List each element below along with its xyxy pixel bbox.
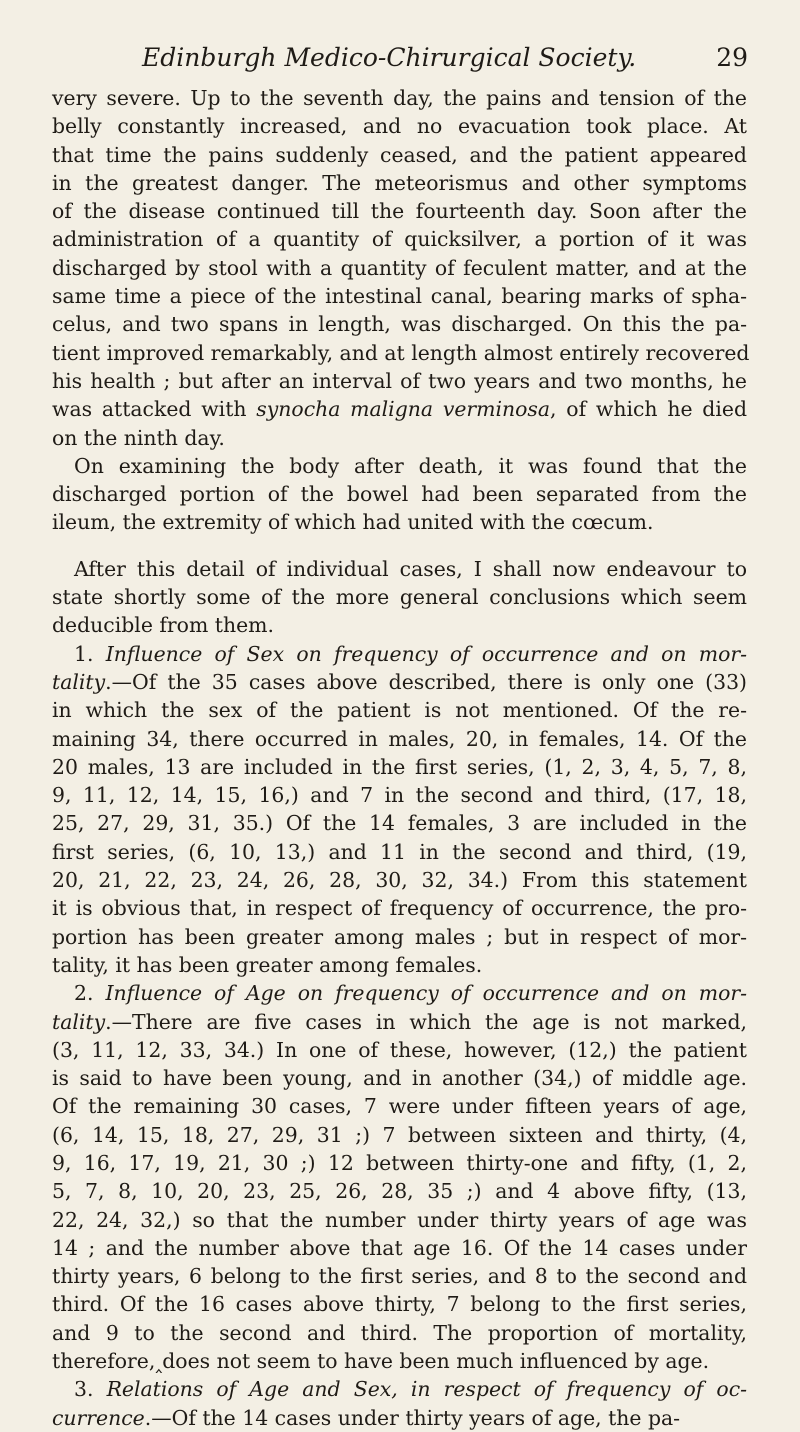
text-line: state shortly some of the more general conclusions which seem	[52, 585, 747, 610]
italic-heading: tality	[52, 1009, 106, 1034]
text-line: discharged by stool with a quantity of feculent matter, and at the	[52, 255, 747, 280]
text-line	[52, 395, 747, 423]
text-line	[52, 1008, 747, 1036]
line-text: 2.	[74, 981, 106, 1006]
text-line: that time the pains suddenly ceased, and the patient appeared	[52, 142, 747, 167]
text-line: is said to have been young, and in another (34,) of middle age.	[52, 1066, 747, 1091]
text-line: on the ninth day.	[52, 425, 225, 450]
text-line: 25, 27, 29, 31, 35.) Of the 14 females, 3 are included in the	[52, 811, 747, 836]
page-body	[52, 84, 750, 1432]
text-line	[52, 640, 747, 668]
text-line: Of the remaining 30 cases, 7 were under fifteen years of age,	[52, 1094, 747, 1119]
paragraph	[52, 84, 750, 452]
line-text: .—Of the 35 cases above described, there is only one (33)	[105, 669, 747, 694]
text-line: deducible from them.	[52, 613, 274, 638]
line-text: 1.	[74, 641, 106, 666]
paragraph-gap	[52, 537, 747, 555]
text-line: first series, (6, 10, 13,) and 11 in the second and third, (19,	[52, 839, 747, 864]
paragraph	[52, 555, 747, 640]
running-head	[52, 38, 748, 78]
text-line: tality, it has been greater among females.	[52, 952, 483, 977]
text-line: third. Of the 16 cases above thirty, 7 belong to the first series,	[52, 1292, 747, 1317]
line-text: .—There are five cases in which the age is not marked,	[105, 1009, 747, 1034]
text-line: 20 males, 13 are included in the first series, (1, 2, 3, 4, 5, 7, 8,	[52, 754, 747, 779]
text-line: same time a piece of the intestinal canal, bearing marks of spha-	[52, 284, 747, 309]
text-line: of the disease continued till the fourteenth day. Soon after the	[52, 199, 747, 224]
text-line: tient improved remarkably, and at length almost entirely recovered	[52, 340, 750, 365]
paragraph	[52, 452, 747, 537]
line-text: , of which he died	[550, 397, 747, 422]
text-line: celus, and two spans in length, was discharged. On this the pa-	[52, 312, 747, 337]
line-text: was attacked with	[52, 397, 257, 422]
text-line: After this detail of individual cases, I shall now endeavour to	[74, 556, 747, 581]
text-line: it is obvious that, in respect of frequency of occurrence, the pro-	[52, 896, 747, 921]
text-line: administration of a quantity of quicksilver, a portion of it was	[52, 227, 747, 252]
text-line: belly constantly increased, and no evacuation took place. At	[52, 114, 747, 139]
text-line: portion has been greater among males ; but in respect of mor-	[52, 924, 747, 949]
italic-heading: Relations of Age and Sex, in respect of frequency of oc-	[106, 1377, 747, 1402]
text-line	[52, 1404, 747, 1432]
italic-heading: Influence of Sex on frequency of occurrence and on mor-	[105, 641, 747, 666]
italic-heading: synocha maligna verminosa	[256, 397, 551, 422]
text-line: in the greatest danger. The meteorismus and other symptoms	[52, 170, 747, 195]
paragraph	[52, 1375, 747, 1432]
text-line: (6, 14, 15, 18, 27, 29, 31 ;) 7 between sixteen and thirty, (4,	[52, 1122, 747, 1147]
page-number: 29	[716, 43, 748, 72]
text-line: his health ; but after an interval of two years and two months, he	[52, 368, 747, 393]
text-line: and 9 to the second and third. The proportion of mortality,	[52, 1320, 747, 1345]
text-line: 5, 7, 8, 10, 20, 23, 25, 26, 28, 35 ;) and 4 above fifty, (13,	[52, 1179, 747, 1204]
italic-heading: currence	[52, 1405, 145, 1430]
text-line	[52, 1375, 747, 1403]
line-text: 3.	[74, 1377, 107, 1402]
text-line: very severe. Up to the seventh day, the pains and tension of the	[52, 86, 747, 110]
text-line: 9, 16, 17, 19, 21, 30 ;) 12 between thirty-one and fifty, (1, 2,	[52, 1150, 747, 1175]
text-line: 22, 24, 32,) so that the number under thirty years of age was	[52, 1207, 747, 1232]
text-line: ileum, the extremity of which had united with the cœcum.	[52, 510, 654, 535]
text-line: in which the sex of the patient is not mentioned. Of the re-	[52, 698, 747, 723]
text-line	[52, 979, 747, 1007]
paragraph	[52, 640, 747, 980]
paragraph	[52, 979, 747, 1375]
text-line: discharged portion of the bowel had been separated from the	[52, 482, 747, 507]
text-line: 20, 21, 22, 23, 24, 26, 28, 30, 32, 34.) From this statement	[52, 868, 747, 893]
text-line	[52, 668, 747, 696]
text-line: 14 ; and the number above that age 16. Of the 14 cases under	[52, 1235, 747, 1260]
italic-heading: tality	[52, 669, 106, 694]
text-line: (3, 11, 12, 33, 34.) In one of these, however, (12,) the patient	[52, 1037, 747, 1062]
text-line: 9, 11, 12, 14, 15, 16,) and 7 in the second and third, (17, 18,	[52, 783, 747, 808]
text-line: On examining the body after death, it was found that the	[74, 453, 747, 478]
text-line: maining 34, there occurred in males, 20, in females, 14. Of the	[52, 726, 747, 751]
line-text: .—Of the 14 cases under thirty years of age, the pa-	[144, 1405, 681, 1430]
italic-heading: Influence of Age on frequency of occurrence and on mor-	[105, 981, 747, 1006]
text-line: therefore,‸does not seem to have been much influenced by age.	[52, 1349, 710, 1374]
text-line: thirty years, 6 belong to the first series, and 8 to the second and	[52, 1264, 747, 1289]
running-title: Edinburgh Medico-Chirurgical Society.	[142, 43, 637, 72]
